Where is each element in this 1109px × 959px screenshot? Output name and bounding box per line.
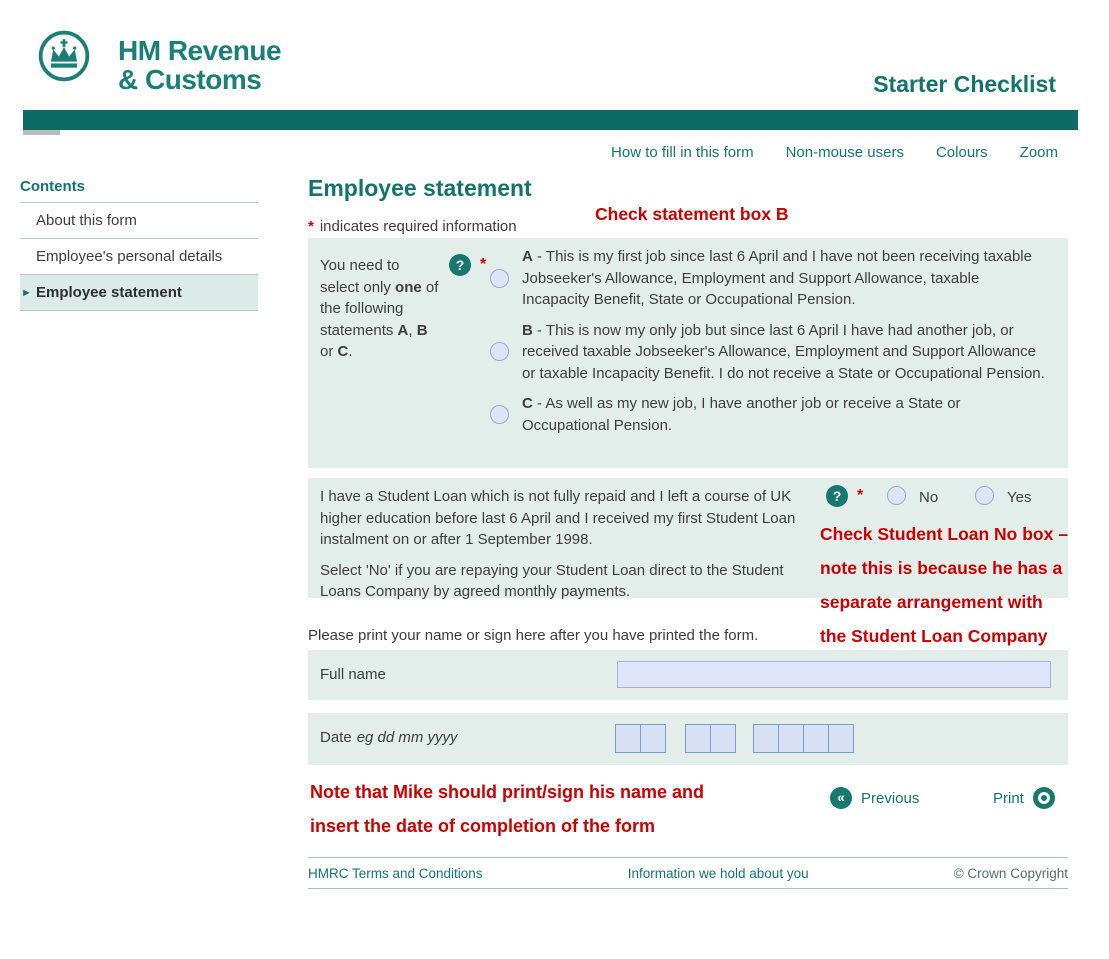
statement-b-text: B - This is now my only job but since last 6 April I have had another job, or received taxable Jobseeker's Allowance, Employment and Support Allowance or taxable Incapacity Benefit. I do not receive a State or Occupational Pension. [522, 321, 1045, 382]
full-name-label: Full name [320, 666, 386, 683]
nav-how-to-fill[interactable]: How to fill in this form [611, 144, 754, 161]
student-loan-no-label: No [919, 489, 939, 506]
print-or-sign-note: Please print your name or sign here after you have printed the form. [308, 627, 759, 644]
date-month-group [685, 724, 736, 753]
contents-sidebar [20, 178, 258, 311]
date-cell[interactable] [615, 724, 641, 753]
sidebar-item-label: Employee statement [36, 284, 182, 301]
date-cell[interactable] [640, 724, 666, 753]
student-loan-no-radio[interactable] [887, 486, 906, 505]
date-day-group [615, 724, 666, 753]
date-cell[interactable] [685, 724, 711, 753]
page-title: Starter Checklist [873, 71, 1056, 97]
print-icon [1033, 787, 1055, 809]
required-asterisk: * [308, 218, 314, 235]
logo-line-2: & Customs [118, 64, 262, 95]
date-cell[interactable] [828, 724, 854, 753]
full-name-input[interactable] [617, 661, 1051, 688]
required-information-note: * indicates required information [308, 218, 517, 235]
date-cell[interactable] [753, 724, 779, 753]
employee-statement-panel [308, 238, 1068, 468]
sidebar-item-about-this-form[interactable] [20, 203, 258, 239]
nav-zoom[interactable]: Zoom [1019, 144, 1058, 161]
top-nav [611, 144, 1058, 161]
student-loan-yes-label: Yes [1007, 489, 1032, 506]
header-bar-notch [23, 130, 60, 135]
logo-line-1: HM Revenue [118, 35, 282, 66]
statement-c-radio[interactable] [490, 405, 509, 424]
crown-copyright: © Crown Copyright [953, 865, 1068, 881]
annotation-check-statement-b: Check statement box B [595, 204, 789, 224]
sidebar-item-label: About this form [36, 212, 137, 229]
contents-title: Contents [20, 178, 258, 203]
statement-b-radio[interactable] [490, 342, 509, 361]
statement-options [490, 246, 1056, 445]
student-loan-paragraph-1: I have a Student Loan which is not fully repaid and I left a course of UK higher education before last 6 April and I received my first Student Loan instalment on or after 1 September 1998. [320, 488, 796, 548]
annotation-student-loan-no: Check Student Loan No box – note this is because he has a separate arrangement with the Student Loan Company [820, 524, 1068, 646]
date-cell[interactable] [710, 724, 736, 753]
full-name-row [308, 650, 1068, 700]
statement-option-a [490, 246, 1056, 311]
hmrc-crown-logo-icon [36, 28, 92, 84]
statement-a-radio[interactable] [490, 269, 509, 288]
statement-option-b [490, 320, 1056, 385]
footer-information-link[interactable]: Information we hold about you [627, 865, 809, 881]
date-year-group [753, 724, 854, 753]
active-arrow-icon: ► [21, 287, 32, 299]
date-cell[interactable] [803, 724, 829, 753]
section-heading: Employee statement [308, 175, 532, 201]
previous-button[interactable]: « Previous [830, 787, 919, 809]
hmrc-logo-text [118, 36, 281, 94]
print-button[interactable]: Print [993, 787, 1055, 809]
date-row [308, 713, 1068, 765]
statement-help-icon[interactable]: ? [449, 254, 471, 276]
footer-terms-link[interactable]: HMRC Terms and Conditions [308, 865, 483, 881]
student-loan-yes-radio[interactable] [975, 486, 994, 505]
nav-colours[interactable]: Colours [935, 144, 988, 161]
footer [308, 857, 1068, 889]
sidebar-item-employee-statement[interactable] [20, 275, 258, 311]
date-cell[interactable] [778, 724, 804, 753]
sidebar-item-label: Employee's personal details [36, 248, 223, 265]
header-divider-bar [23, 110, 1078, 130]
statement-option-c [490, 393, 1056, 436]
annotation-sign-and-date: Note that Mike should print/sign his name and insert the date of completion of the form [310, 782, 705, 836]
student-loan-text [320, 486, 825, 612]
statement-c-text: C - As well as my new job, I have another job or receive a State or Occupational Pension. [522, 395, 961, 434]
date-format-hint: eg dd mm yyyy [356, 729, 458, 746]
previous-chevron-icon: « [830, 787, 852, 809]
statement-a-text: A - This is my first job since last 6 April and I have not been receiving taxable Jobseeker's Allowance, Employment and Support Allowance, taxable Incapacity Benefit, State or Occupational Pension. [522, 248, 1032, 308]
student-loan-help-icon[interactable]: ? [826, 485, 848, 507]
date-label: Date eg dd mm yyyy [320, 729, 458, 746]
student-loan-paragraph-2: Select 'No' if you are repaying your Student Loan direct to the Student Loans Company by agreed monthly payments. [320, 561, 784, 600]
statement-required-asterisk: * [480, 256, 487, 273]
sidebar-item-employees-personal-details[interactable] [20, 239, 258, 275]
statement-instructions: You need to select only one of the following statements A, B or C. [320, 257, 439, 360]
nav-non-mouse-users[interactable]: Non-mouse users [785, 144, 904, 161]
student-loan-required-asterisk: * [857, 487, 864, 504]
